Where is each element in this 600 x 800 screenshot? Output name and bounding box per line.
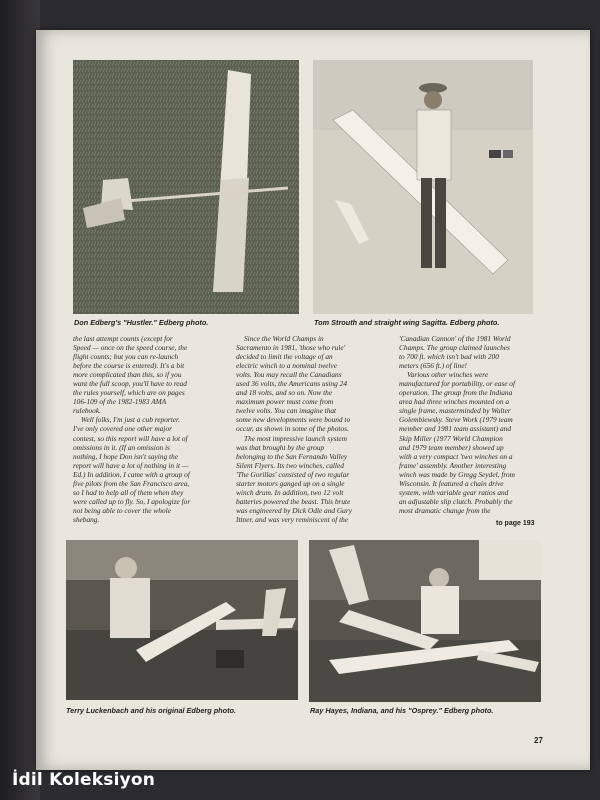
photo-hustler-glider <box>73 60 299 314</box>
caption-top-right: Tom Strouth and straight wing Sagitta. Edberg photo. <box>314 318 500 327</box>
text-line: 'Canadian Cannon' of the 1981 World <box>399 334 511 343</box>
text-line: Skip Miller (1977 World Champion <box>399 433 503 443</box>
text-line: was that brought by the group <box>236 442 325 452</box>
text-column-left <box>73 334 223 524</box>
text-line: more complicated than this, so if you <box>73 370 182 380</box>
photo-ray-hayes <box>309 540 541 702</box>
text-line: shebang. <box>73 514 100 524</box>
caption-top-left: Don Edberg's "Hustler." Edberg photo. <box>74 318 209 327</box>
text-line: decided to limit the voltage of an <box>236 352 333 362</box>
text-line: Wisconsin. It featured a chain drive <box>399 478 504 488</box>
text-line: frame' assembly. Another interesting <box>399 460 507 470</box>
text-line: The most impressive launch system <box>244 433 347 443</box>
text-line: five pilots from the San Francisco area, <box>73 478 190 488</box>
text-line: the rules yourself, which are on pages <box>73 388 185 398</box>
text-column-right <box>399 334 549 515</box>
text-line: member and 1981 team assistant) and <box>399 424 511 434</box>
text-line: so I had to help all of them when they <box>73 487 184 497</box>
text-line: the last attempt counts (except for <box>73 334 173 343</box>
text-line: Ittner, and was very reminiscent of the <box>236 514 349 524</box>
photo-tom-strouth <box>313 60 533 314</box>
text-line: report will have a lot of nothing in it — <box>73 460 189 470</box>
caption-bottom-left: Terry Luckenbach and his original Edberg photo. <box>66 706 237 715</box>
text-line: volts. You may recall the Canadians <box>236 370 342 380</box>
text-line: Speed — once on the speed course, the <box>73 343 188 353</box>
text-line: Ed.) In addition, I came with a group of <box>73 469 190 479</box>
text-line: was engineered by Dick Odle and Gary <box>236 505 352 515</box>
text-line: used 36 volts, the Americans using 24 <box>236 379 348 389</box>
continued-to-page: to page 193 <box>496 520 535 527</box>
text-line: contest, so this report will have a lot of <box>73 433 188 443</box>
text-line: Sacramento in 1981, 'those who rule' <box>236 343 346 353</box>
text-line: want the full scoop, you'll have to read <box>73 379 187 389</box>
glider-photo-art <box>73 60 299 314</box>
text-line: an adjustable slip clutch. Probably the <box>399 496 513 506</box>
text-line: manufactured for portability, or ease of <box>399 379 515 389</box>
strouth-photo-art <box>313 60 533 314</box>
text-line: Various other winches were <box>407 370 489 380</box>
text-line: omissions in it. (If an omission is <box>73 442 170 452</box>
text-line: starter motors ganged up on a single <box>236 478 345 488</box>
caption-bottom-right: Ray Hayes, Indiana, and his "Osprey." Edberg photo. <box>310 706 494 715</box>
text-line: 'The Gorillas' consisted of two regular <box>236 469 350 479</box>
text-line: and 18 volts, and so on. Now the <box>236 388 333 398</box>
text-line: winch drum. In addition, two 12 volt <box>236 487 344 497</box>
text-line: with a very compact 'two winches on a <box>399 451 513 461</box>
text-line: flight counts; but you can re-launch <box>73 352 179 362</box>
text-line: area had three winches mounted on a <box>399 397 510 407</box>
text-line: not being able to cover the whole <box>73 505 171 515</box>
text-line: single frame, masterminded by Walter <box>399 406 511 416</box>
text-line: to 700 ft. which isn't bad with 200 <box>399 352 499 362</box>
text-line: operation. The group from the Indiana <box>399 388 513 398</box>
text-line: Golembiewsky. Steve Work (1979 team <box>399 415 513 425</box>
text-line: twelve volts. You can imagine that <box>236 406 337 416</box>
text-line: and 1979 team member) showed up <box>399 442 504 452</box>
text-line: Silent Flyers. Its two winches, called <box>236 460 344 470</box>
watermark-text: İdil Koleksiyon <box>12 770 156 790</box>
hayes-photo-art <box>309 540 541 702</box>
text-column-middle <box>236 334 386 524</box>
magazine-page <box>36 30 590 770</box>
text-line: nothing, I hope Don isn't saying the <box>73 451 178 461</box>
photo-terry-luckenbach <box>66 540 298 700</box>
text-line: occur, as shown in some of the photos. <box>236 424 349 434</box>
text-line: batteries powered the beast. This brute <box>236 496 351 506</box>
text-line: maximum power must come from <box>236 397 334 407</box>
page-number: 27 <box>534 736 543 745</box>
luckenbach-photo-art <box>66 540 298 700</box>
text-line: 106-109 of the 1982-1983 AMA <box>73 397 167 407</box>
text-line: I've only covered one other major <box>73 424 172 434</box>
text-line: Champs. The group claimed launches <box>399 343 510 353</box>
text-line: Well folks, I'm just a cub reporter. <box>81 415 180 425</box>
text-line: before the course is entered). It's a bit <box>73 361 185 371</box>
text-line: electric winch to a nominal twelve <box>236 361 337 371</box>
background-edge <box>0 0 40 800</box>
text-line: meters (656 ft.) of line! <box>399 361 467 371</box>
text-line: most dramatic change from the <box>399 505 491 515</box>
text-line: rulebook. <box>73 406 101 416</box>
text-line: belonging to the San Fernando Valley <box>236 451 348 461</box>
text-line: were called up to fly. So, I apologize for <box>73 496 191 506</box>
text-line: system, with variable gear ratios and <box>399 487 509 497</box>
text-line: winch was made by Gregg Seydel, from <box>399 469 515 479</box>
text-line: Since the World Champs in <box>244 334 324 343</box>
text-line: some new developments were bound to <box>236 415 351 425</box>
